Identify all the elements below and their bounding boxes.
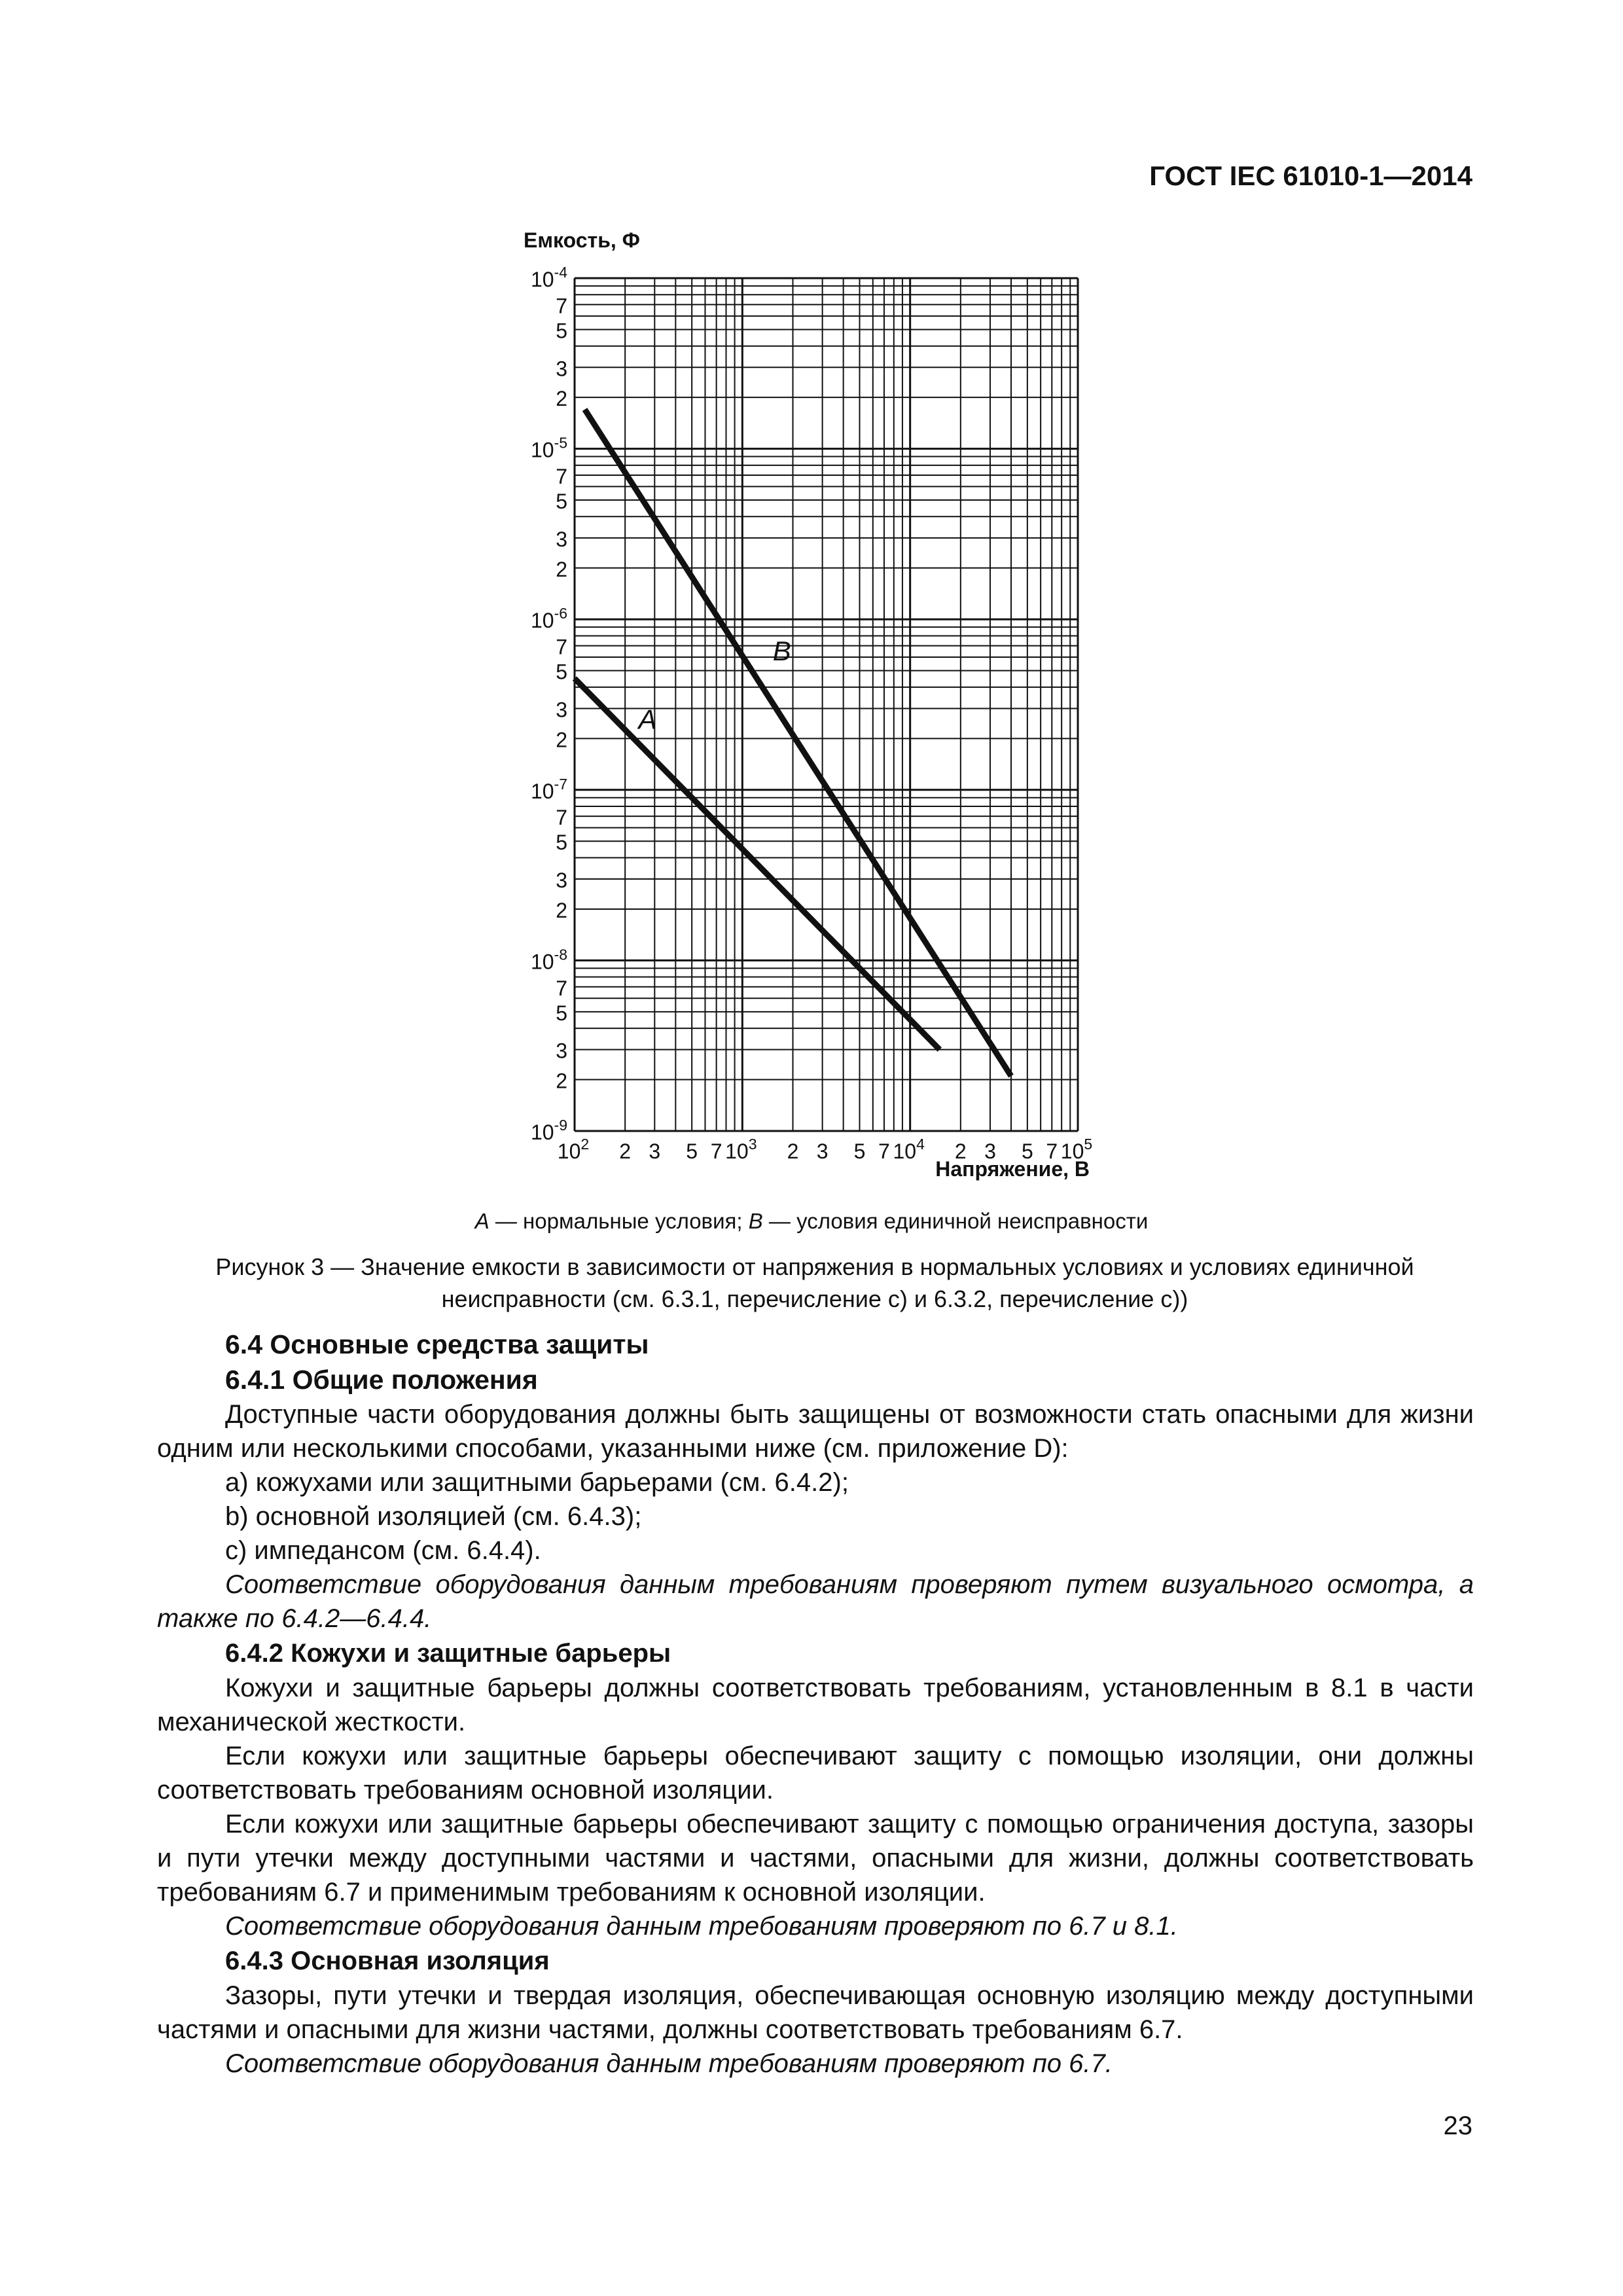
y-tick-label: $10^{-5}$ — [530, 434, 567, 462]
x-tick-label: 2 — [954, 1139, 967, 1163]
document-header: ГОСТ IEC 61010-1—2014 — [1149, 160, 1472, 191]
y-tick-label: 5 — [556, 490, 567, 514]
y-tick-label: 2 — [556, 728, 567, 752]
series-b-line — [585, 410, 1011, 1076]
y-tick-label: 5 — [556, 831, 567, 855]
page-number: 23 — [1443, 2111, 1472, 2140]
paragraph: Если кожухи или защитные барьеры обеспечивают защиту с помощью ограничения доступа, зазоры и пути утечки между доступными частями и частями, опасными для жизни, должны соответствовать требованиям 6.7 и применимым требованиям к основной изоляции. — [157, 1810, 1474, 1907]
x-tick-label: 5 — [686, 1139, 698, 1163]
x-tick-label: 7 — [710, 1139, 722, 1163]
x-tick-label: 5 — [1021, 1139, 1033, 1163]
y-tick-label: $10^{-9}$ — [530, 1117, 567, 1144]
y-tick-label: 3 — [556, 527, 567, 551]
figure-caption: Рисунок 3 — Значение емкости в зависимости от напряжения в нормальных условиях и условиях единичной неисправности (см. 6.3.1, перечисление с) и 6.3.2, перечисление с)) — [215, 1253, 1414, 1312]
heading-6-4: 6.4 Основные средства защиты — [225, 1329, 649, 1359]
figure-legend — [0, 1209, 1623, 1234]
series-a-label: A — [638, 704, 657, 735]
heading-6-4-1: 6.4.1 Общие положения — [225, 1365, 538, 1395]
x-tick-label: $10^4$ — [893, 1136, 925, 1163]
list-item-b: b) основной изоляцией (см. 6.4.3); — [225, 1502, 642, 1531]
y-tick-label: $10^{-8}$ — [530, 946, 567, 974]
y-tick-label: 2 — [556, 557, 567, 581]
y-tick-label: 7 — [556, 806, 567, 830]
list-item-c: c) импедансом (см. 6.4.4). — [225, 1536, 541, 1565]
x-tick-label: $10^3$ — [725, 1136, 757, 1163]
paragraph: Если кожухи или защитные барьеры обеспечивают защиту с помощью изоляции, они должны соответствовать требованиям основной изоляции. — [157, 1742, 1474, 1804]
compliance-paragraph: Соответствие оборудования данным требованиям проверяют по 6.7. — [225, 2049, 1113, 2078]
x-tick-label: 3 — [649, 1139, 661, 1163]
y-tick-label: 3 — [556, 869, 567, 893]
y-tick-label: $10^{-6}$ — [530, 605, 567, 633]
y-tick-label: $10^{-7}$ — [530, 775, 567, 803]
x-tick-label: 7 — [1046, 1139, 1058, 1163]
x-tick-label: 7 — [878, 1139, 890, 1163]
compliance-paragraph: Соответствие оборудования данным требованиям проверяют по 6.7 и 8.1. — [225, 1912, 1178, 1941]
x-tick-label: 5 — [853, 1139, 866, 1163]
series-b-label: B — [772, 635, 791, 666]
series-a-line — [575, 679, 940, 1050]
x-tick-label: 3 — [984, 1139, 996, 1163]
y-tick-label: 3 — [556, 698, 567, 722]
y-tick-label: 2 — [556, 387, 567, 411]
section-text — [157, 1327, 1474, 2081]
x-tick-label: 2 — [787, 1139, 799, 1163]
y-tick-label: 5 — [556, 1001, 567, 1025]
paragraph: Зазоры, пути утечки и твердая изоляция, обеспечивающая основную изоляцию между доступными частями и опасными для жизни частями, должны соответствовать требованиям 6.7. — [157, 1981, 1474, 2044]
legend-b-letter: B — [748, 1209, 763, 1233]
y-tick-label: $10^{-4}$ — [530, 264, 567, 291]
legend-b-text: — условия единичной неисправности — [762, 1209, 1149, 1233]
compliance-paragraph: Соответствие оборудования данным требованиям проверяют путем визуального осмотра, а также по 6.4.2—6.4.4. — [157, 1570, 1474, 1633]
x-tick-label: $10^2$ — [557, 1136, 590, 1163]
x-axis-label: Напряжение, В — [935, 1157, 1090, 1181]
y-tick-label: 5 — [556, 319, 567, 343]
y-tick-label: 5 — [556, 660, 567, 684]
x-tick-label: $10^5$ — [1060, 1136, 1093, 1163]
y-tick-label: 7 — [556, 464, 567, 488]
y-tick-label: 3 — [556, 1039, 567, 1063]
legend-a-letter: A — [474, 1209, 490, 1233]
heading-6-4-3: 6.4.3 Основная изоляция — [225, 1946, 550, 1975]
y-tick-label: 2 — [556, 1069, 567, 1093]
y-tick-label: 7 — [556, 635, 567, 659]
list-item-a: a) кожухами или защитными барьерами (см. 6.4.2); — [225, 1468, 849, 1497]
y-tick-label: 2 — [556, 898, 567, 922]
x-tick-label: 2 — [619, 1139, 632, 1163]
x-tick-label: 3 — [816, 1139, 829, 1163]
y-tick-label: 3 — [556, 357, 567, 381]
y-tick-label: 7 — [556, 976, 567, 1000]
y-axis-label: Емкость, Ф — [524, 228, 640, 252]
y-tick-label: 7 — [556, 294, 567, 318]
heading-6-4-2: 6.4.2 Кожухи и защитные барьеры — [225, 1639, 671, 1668]
paragraph: Кожухи и защитные барьеры должны соответствовать требованиям, установленным в 8.1 в части механической жесткости. — [157, 1674, 1474, 1736]
legend-a-text: — нормальные условия; — [489, 1209, 749, 1233]
paragraph: Доступные части оборудования должны быть защищены от возможности стать опасными для жизни одним или несколькими способами, указанными ниже (см. приложение D): — [157, 1400, 1474, 1463]
